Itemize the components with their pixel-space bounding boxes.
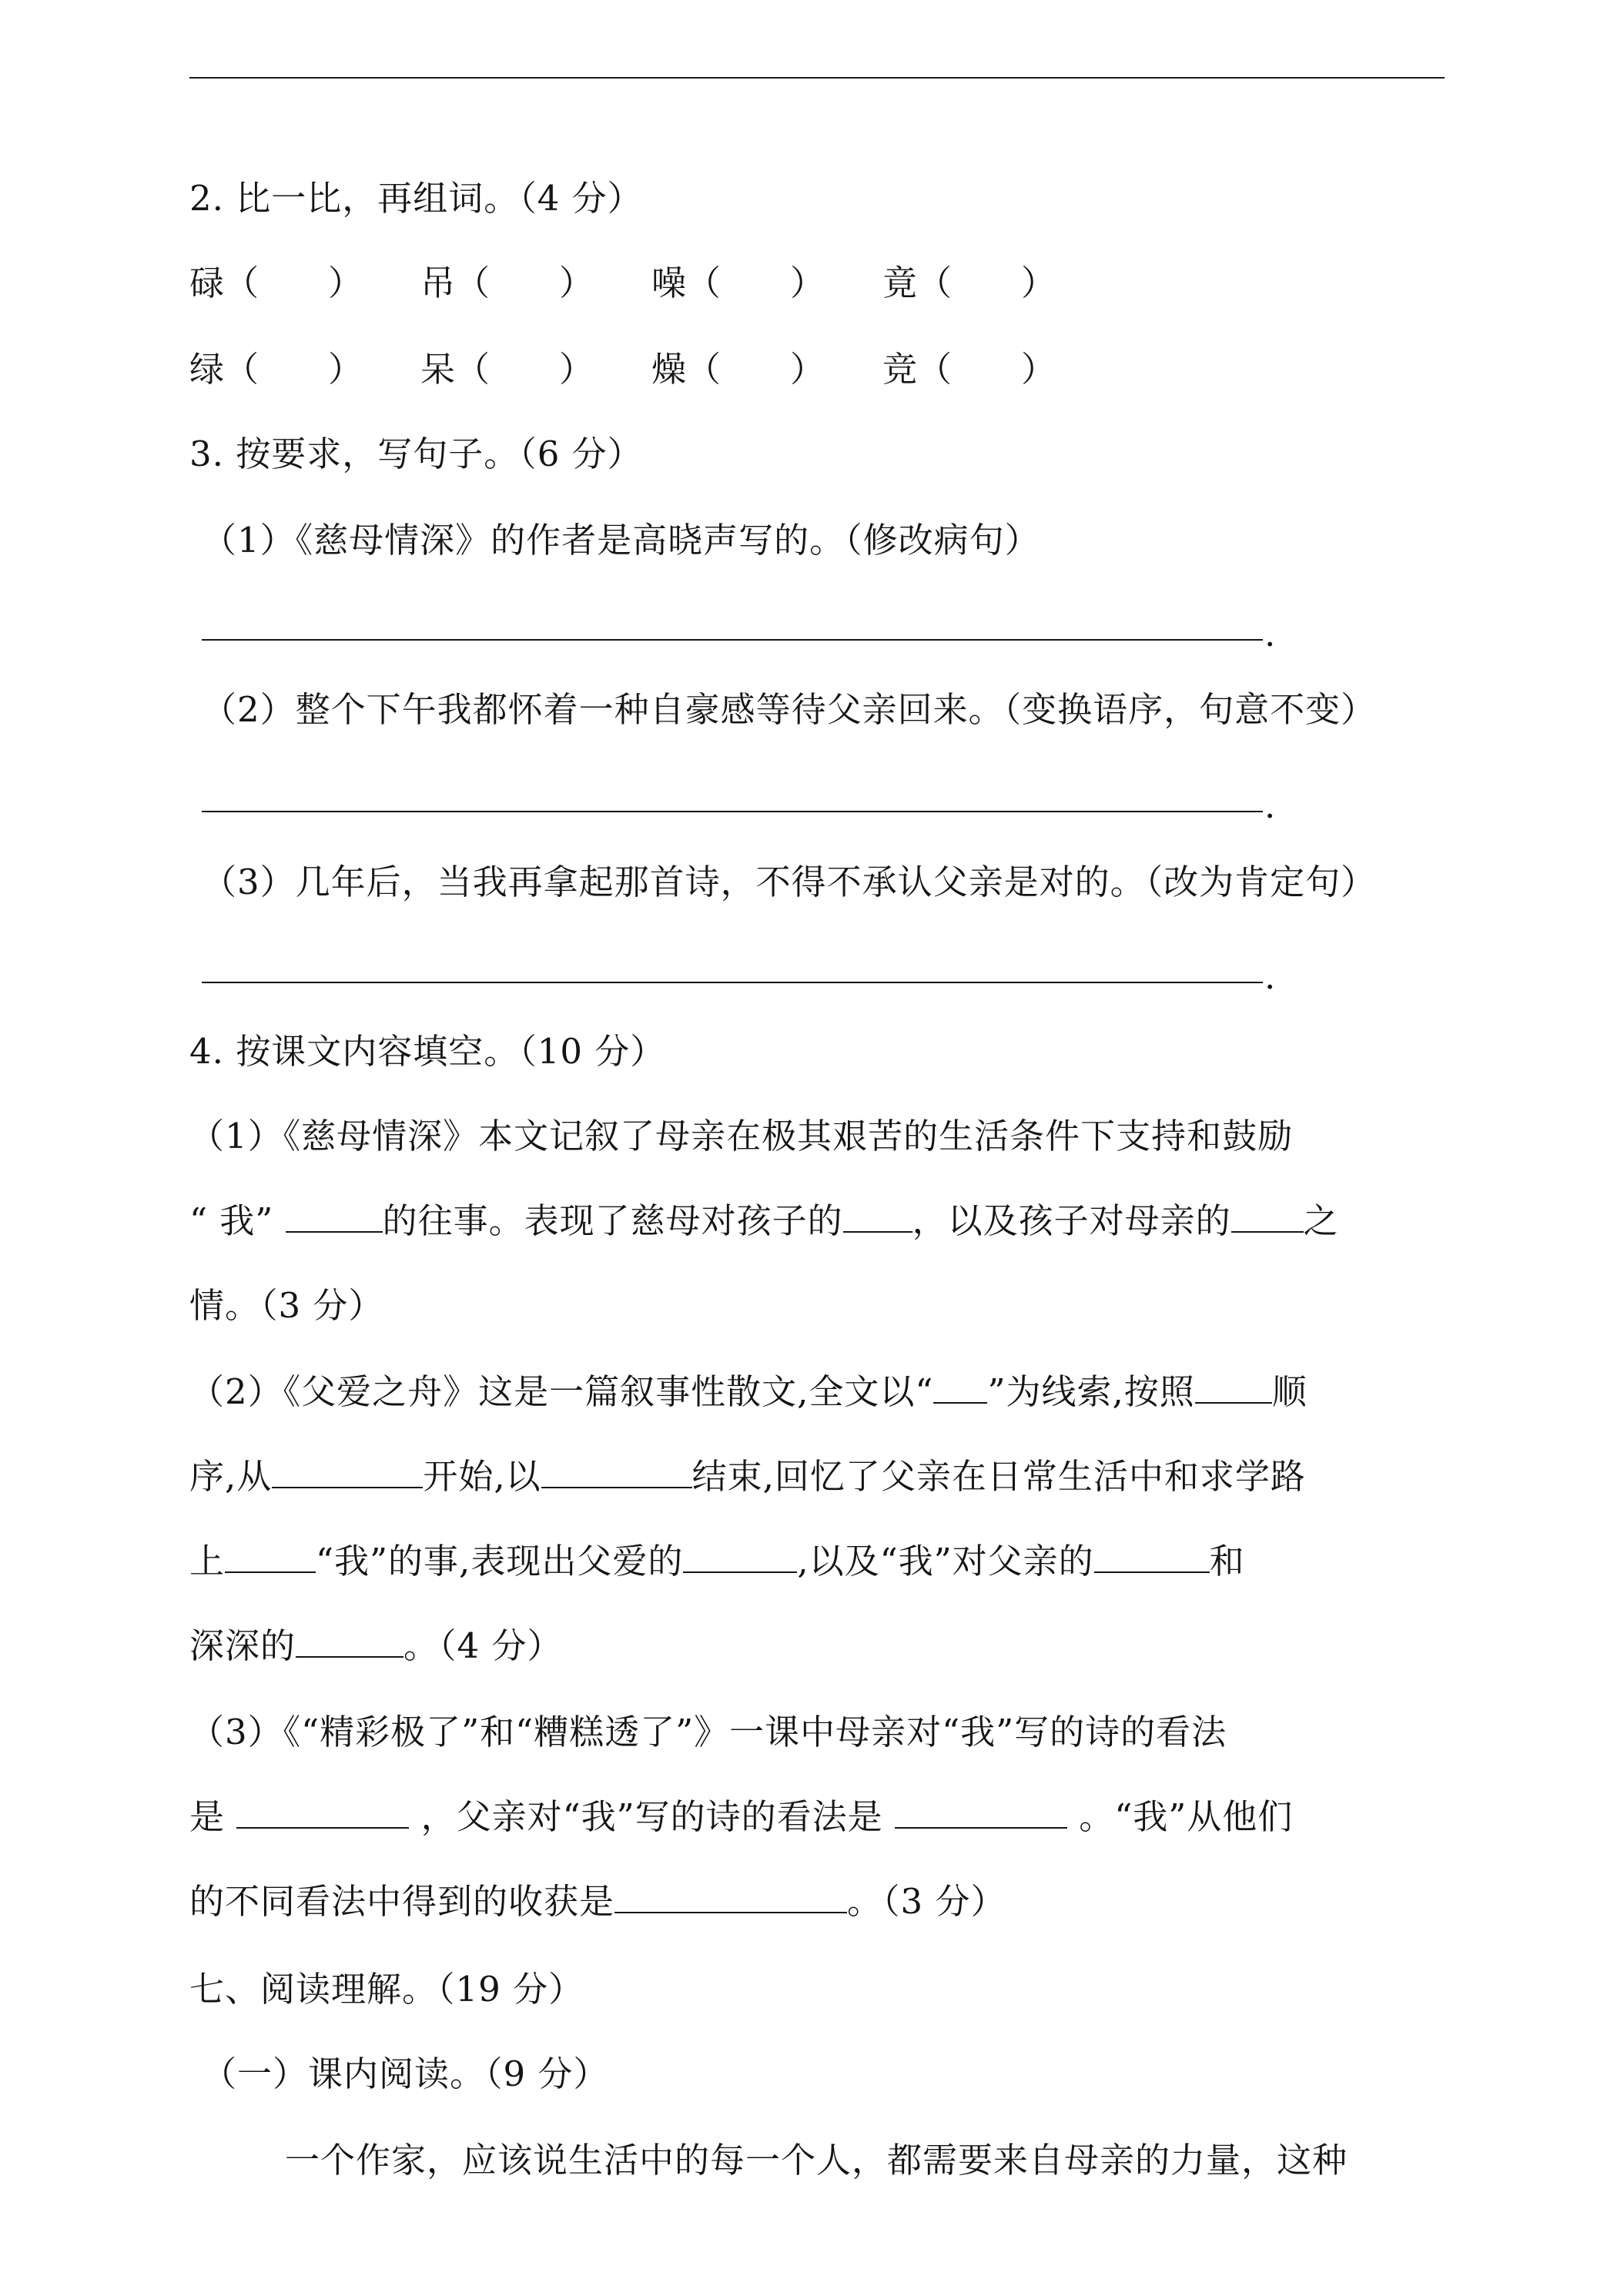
q3-answer-line-1[interactable]	[202, 639, 1263, 641]
q4-p2-blank-2[interactable]	[1195, 1371, 1272, 1404]
q4-p2-text: 顺	[1271, 1371, 1308, 1412]
q4-p2-text: 。（4 分）	[403, 1625, 563, 1666]
q4-p1-text: 的往事。表现了慈母对孩子的	[382, 1200, 843, 1241]
section7-heading: 七、阅读理解。（19 分）	[189, 1969, 584, 2010]
q4-p2-blank-7[interactable]	[1094, 1541, 1210, 1573]
q4-p1-blank-1[interactable]	[286, 1200, 383, 1233]
q2-row1-item: 竟（ ）	[882, 263, 1056, 303]
q4-p3-text: 是	[189, 1796, 237, 1837]
q4-p3-blank-1[interactable]	[236, 1796, 409, 1829]
q3-answer-line-2[interactable]	[202, 811, 1263, 812]
q4-p1-text: ，以及孩子对母亲的	[912, 1200, 1231, 1241]
q4-p1-line2	[189, 1198, 1339, 1244]
q4-p3-line3	[189, 1879, 1006, 1925]
q4-p2-text: 序,从	[189, 1456, 273, 1497]
q4-p1-line3: 情。（3 分）	[189, 1285, 384, 1326]
q3-line-end-2: .	[1264, 785, 1276, 826]
q4-p2-text: 开始,以	[423, 1456, 541, 1497]
q3-item-3: （3）几年后，当我再拿起那首诗，不得不承认父亲是对的。（改为肯定句）	[202, 862, 1377, 902]
q4-p1-text: 之	[1303, 1200, 1339, 1241]
q4-p2-line4	[189, 1623, 562, 1669]
q3-item-1: （1）《慈母情深》的作者是高晓声写的。（修改病句）	[202, 520, 1040, 561]
q4-p1-blank-2[interactable]	[843, 1200, 912, 1233]
q3-line-end-1: .	[1264, 614, 1276, 654]
q4-p2-blank-5[interactable]	[225, 1541, 316, 1573]
q2-row2-item: 竞（ ）	[882, 349, 1056, 390]
reading-passage-line: 一个作家，应该说生活中的每一个人，都需要来自母亲的力量，这种	[285, 2140, 1348, 2181]
q4-p2-line2	[189, 1454, 1306, 1500]
q3-item-2: （2）整个下午我都怀着一种自豪感等待父亲回来。（变换语序，句意不变）	[202, 689, 1377, 730]
q4-p3-line1: （3）《“精彩极了”和“糟糕透了”》一课中母亲对“我”写的诗的看法	[189, 1712, 1227, 1752]
q4-p1-text: “ 我”	[189, 1200, 286, 1241]
q2-row2-item: 呆（ ）	[420, 349, 594, 390]
q4-p2-text: “我”的事,表现出父爱的	[316, 1541, 684, 1581]
q4-p2-text: 深深的	[189, 1625, 296, 1666]
q4-heading: 4. 按课文内容填空。（10 分）	[189, 1031, 666, 1072]
q2-row2-item: 燥（ ）	[651, 349, 825, 390]
q2-row2-item: 绿（ ）	[189, 349, 363, 390]
q4-p3-text: 。“我”从他们	[1066, 1796, 1294, 1837]
q2-row1-item: 噪（ ）	[651, 263, 825, 303]
section7-subheading: （一）课内阅读。（9 分）	[202, 2053, 609, 2094]
q3-line-end-3: .	[1264, 956, 1276, 997]
q4-p3-blank-2[interactable]	[895, 1796, 1067, 1829]
q2-row1-item: 吊（ ）	[420, 263, 594, 303]
q4-p2-text: ”为线索,按照	[987, 1371, 1195, 1412]
q3-heading: 3. 按要求，写句子。（6 分）	[189, 433, 643, 474]
q4-p3-text: 的不同看法中得到的收获是	[189, 1881, 615, 1922]
q4-p2-blank-4[interactable]	[541, 1456, 692, 1488]
q4-p1-blank-3[interactable]	[1231, 1200, 1304, 1233]
q2-row1-item: 碌（ ）	[189, 263, 363, 303]
header-rule	[189, 77, 1445, 79]
q4-p2-text: （2）《父爱之舟》这是一篇叙事性散文,全文以“	[189, 1371, 934, 1412]
q4-p2-line3	[189, 1538, 1245, 1585]
q2-heading: 2. 比一比，再组词。（4 分）	[189, 178, 643, 219]
q4-p3-blank-3[interactable]	[614, 1881, 847, 1913]
q4-p2-text: ,以及“我”对父亲的	[797, 1541, 1094, 1581]
q4-p2-line1	[189, 1369, 1308, 1415]
q4-p1-line1: （1）《慈母情深》本文记叙了母亲在极其艰苦的生活条件下支持和鼓励	[189, 1116, 1294, 1156]
q4-p2-text: 上	[189, 1541, 226, 1581]
q4-p3-text: 。（3 分）	[847, 1881, 1006, 1922]
q4-p2-blank-1[interactable]	[933, 1371, 987, 1404]
q4-p2-blank-6[interactable]	[683, 1541, 797, 1573]
q4-p3-text: ，父亲对“我”写的诗的看法是	[409, 1796, 895, 1837]
q4-p2-blank-8[interactable]	[296, 1625, 403, 1658]
q4-p2-blank-3[interactable]	[272, 1456, 423, 1488]
q4-p3-line2	[189, 1794, 1293, 1840]
q3-answer-line-3[interactable]	[202, 982, 1263, 983]
q4-p2-text: 和	[1209, 1541, 1245, 1581]
q4-p2-text: 结束,回忆了父亲在日常生活中和求学路	[691, 1456, 1306, 1497]
